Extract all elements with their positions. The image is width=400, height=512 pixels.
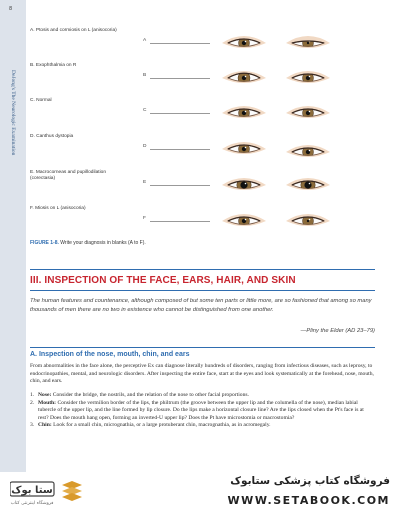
list-text	[38, 392, 249, 400]
diagnosis-label: C. Normal	[30, 98, 52, 103]
section-rule-bottom	[30, 290, 375, 291]
page-number: 8	[9, 6, 13, 12]
caption-text: Write your diagnosis in blanks (A to F).	[60, 240, 146, 246]
store-url[interactable]: WWW.SETABOOK.COM	[227, 494, 390, 507]
list-num: 2.	[30, 399, 35, 406]
right-eye-illustration	[218, 66, 270, 90]
numbered-list	[30, 392, 375, 430]
list-item	[30, 422, 375, 430]
list-item	[30, 400, 375, 423]
right-eye-illustration	[218, 137, 270, 161]
svg-text:فروشگاه اینترنتی کتاب: فروشگاه اینترنتی کتاب	[10, 501, 54, 506]
answer-blank[interactable]	[150, 221, 210, 222]
list-num: 3.	[30, 422, 35, 429]
diagnosis-label: D. Canthus dystopia	[30, 134, 74, 139]
epigraph-attribution: —Pliny the Elder (AD 23–79)	[300, 328, 375, 334]
left-eye-illustration	[282, 101, 334, 125]
section-title: III. INSPECTION OF THE FACE, EARS, HAIR, AND SKIN	[30, 275, 296, 286]
diagnosis-label: A. Ptosis and cormiosis on L (anisocoria)	[30, 28, 117, 33]
epigraph-quote: The human features and countenance, although composed of but some ten parts or little more, are so fashioned that among so many thousands of men there are no two in existence who cannot be distinguished from one another.	[30, 298, 372, 313]
blank-letter: C	[143, 108, 147, 113]
list-text	[38, 422, 271, 430]
logo-icon	[10, 479, 90, 507]
body-paragraph: From abnormalities in the face alone, the perceptive Ex can diagnose literally hundreds of disorders, ranging from infectious diseases, such as leprosy, to endocrinopathies, mental, and neurologic disorders. After inspecting the entire face, start at the eyes and look systematically at the forehead, nose, mouth, chin, and ears.	[30, 363, 374, 385]
list-body: Consider the bridge, the nostrils, and the relation of the nose to other facial proportions.	[52, 392, 249, 398]
setabook-logo	[10, 479, 90, 507]
running-head	[8, 70, 18, 370]
diagnosis-label: E. Macrocorneas and pupillodilation (corectasia)	[30, 170, 106, 181]
blank-letter: A	[143, 38, 147, 43]
list-item	[30, 392, 375, 400]
left-eye-illustration	[282, 66, 334, 90]
section-rule-top	[30, 269, 375, 270]
diagnosis-label: F. Miosis on L (anisocoria)	[30, 206, 86, 211]
store-name: فروشگاه کتاب پزشکی ستابوک	[230, 475, 390, 487]
right-eye-illustration	[218, 31, 270, 55]
blank-letter: E	[143, 180, 147, 185]
left-eye-illustration	[282, 209, 334, 233]
answer-blank[interactable]	[150, 43, 210, 44]
running-head-text: DeJong's The Neurologic Examination	[10, 70, 16, 156]
left-eye-illustration	[282, 31, 334, 55]
subsection-title: A. Inspection of the nose, mouth, chin, and ears	[30, 351, 190, 358]
list-text	[38, 400, 375, 423]
right-eye-illustration	[218, 101, 270, 125]
list-term: Chin:	[38, 422, 52, 429]
answer-blank[interactable]	[150, 185, 210, 186]
list-body: Consider the vermilion border of the lips, the philtrum (the groove between the upper lip and the columella of the nose), median labial tubercle of the upper lip, and the line formed by lip closure. Do the lips make a horizontal closure line? Are the lips closed when the Pt's face is at rest? Does the mouth hang open, forming an inverted-U upper lip? Does the Pt have microstomia or macrostomia?	[38, 399, 364, 421]
answer-blank[interactable]	[150, 113, 210, 114]
list-term: Nose:	[38, 392, 52, 398]
caption-label: FIGURE 1-8.	[30, 240, 59, 246]
right-eye-illustration	[218, 209, 270, 233]
diagnosis-label: B. Exophthalmia on R	[30, 63, 77, 68]
blank-letter: B	[143, 73, 147, 78]
list-num: 1.	[30, 392, 35, 398]
subsection-rule	[30, 347, 375, 348]
left-eye-illustration	[282, 173, 334, 197]
figure-caption	[30, 240, 146, 246]
right-eye-illustration	[218, 173, 270, 197]
blank-letter: F	[143, 216, 146, 221]
left-eye-illustration	[282, 140, 334, 164]
svg-text:ستا بوک: ستا بوک	[11, 485, 53, 496]
blank-letter: D	[143, 144, 147, 149]
answer-blank[interactable]	[150, 78, 210, 79]
answer-blank[interactable]	[150, 149, 210, 150]
list-term: Mouth:	[38, 399, 57, 406]
list-body: Look for a small chin, micrognathia, or a large protuberant chin, macrognathia, as in acromegaly.	[53, 422, 271, 429]
